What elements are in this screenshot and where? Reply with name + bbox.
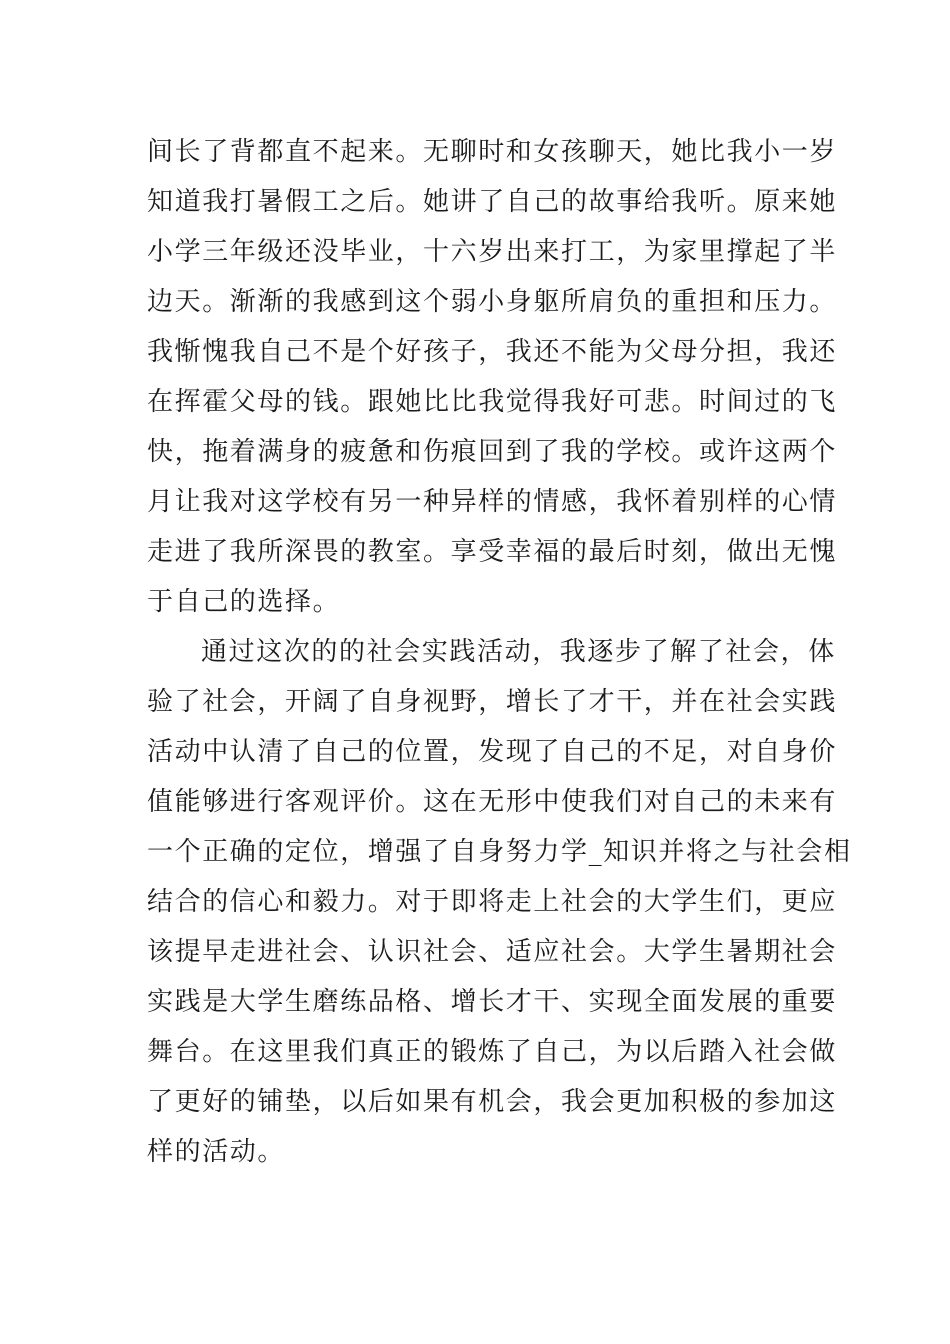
paragraph-1-line: 小学三年级还没毕业，十六岁出来打工，为家里撑起了半 [147, 237, 838, 267]
paragraph-1-line: 我惭愧我自己不是个好孩子，我还不能为父母分担，我还 [147, 337, 838, 367]
body-text [147, 127, 852, 1177]
paragraph-2-line: 验了社会，开阔了自身视野，增长了才干，并在社会实践 [147, 687, 838, 717]
paragraph-1-line: 于自己的选择。 [147, 587, 341, 617]
paragraph-2-line: 结合的信心和毅力。对于即将走上社会的大学生们，更应 [147, 887, 838, 917]
paragraph-2-line: 活动中认清了自己的位置，发现了自己的不足，对自身价 [147, 737, 838, 767]
paragraph-1-line: 走进了我所深畏的教室。享受幸福的最后时刻，做出无愧 [147, 537, 838, 567]
paragraph-1-line: 边天。渐渐的我感到这个弱小身躯所肩负的重担和压力。 [147, 287, 838, 317]
paragraph-2-line: 舞台。在这里我们真正的锻炼了自己，为以后踏入社会做 [147, 1037, 838, 1067]
paragraph-1-line: 知道我打暑假工之后。她讲了自己的故事给我听。原来她 [147, 187, 838, 217]
paragraph-2-line: 实践是大学生磨练品格、增长才干、实现全面发展的重要 [147, 987, 838, 1017]
paragraph-2-line: 通过这次的的社会实践活动，我逐步了解了社会，体 [201, 637, 836, 667]
paragraph-1-line: 快，拖着满身的疲惫和伤痕回到了我的学校。或许这两个 [147, 437, 838, 467]
paragraph-2-line: 一个正确的定位，增强了自身努力学_知识并将之与社会相 [147, 837, 852, 867]
paragraph-1-line: 月让我对这学校有另一种异样的情感，我怀着别样的心情 [147, 487, 838, 517]
paragraph-2-line: 值能够进行客观评价。这在无形中使我们对自己的未来有 [147, 787, 838, 817]
paragraph-2-line: 了更好的铺垫，以后如果有机会，我会更加积极的参加这 [147, 1087, 838, 1117]
paragraph-1-line: 间长了背都直不起来。无聊时和女孩聊天，她比我小一岁 [147, 137, 838, 167]
paragraph-1-line: 在挥霍父母的钱。跟她比比我觉得我好可悲。时间过的飞 [147, 387, 838, 417]
paragraph-2-line: 该提早走进社会、认识社会、适应社会。大学生暑期社会 [147, 937, 838, 967]
paragraph-2-line: 样的活动。 [147, 1137, 286, 1167]
